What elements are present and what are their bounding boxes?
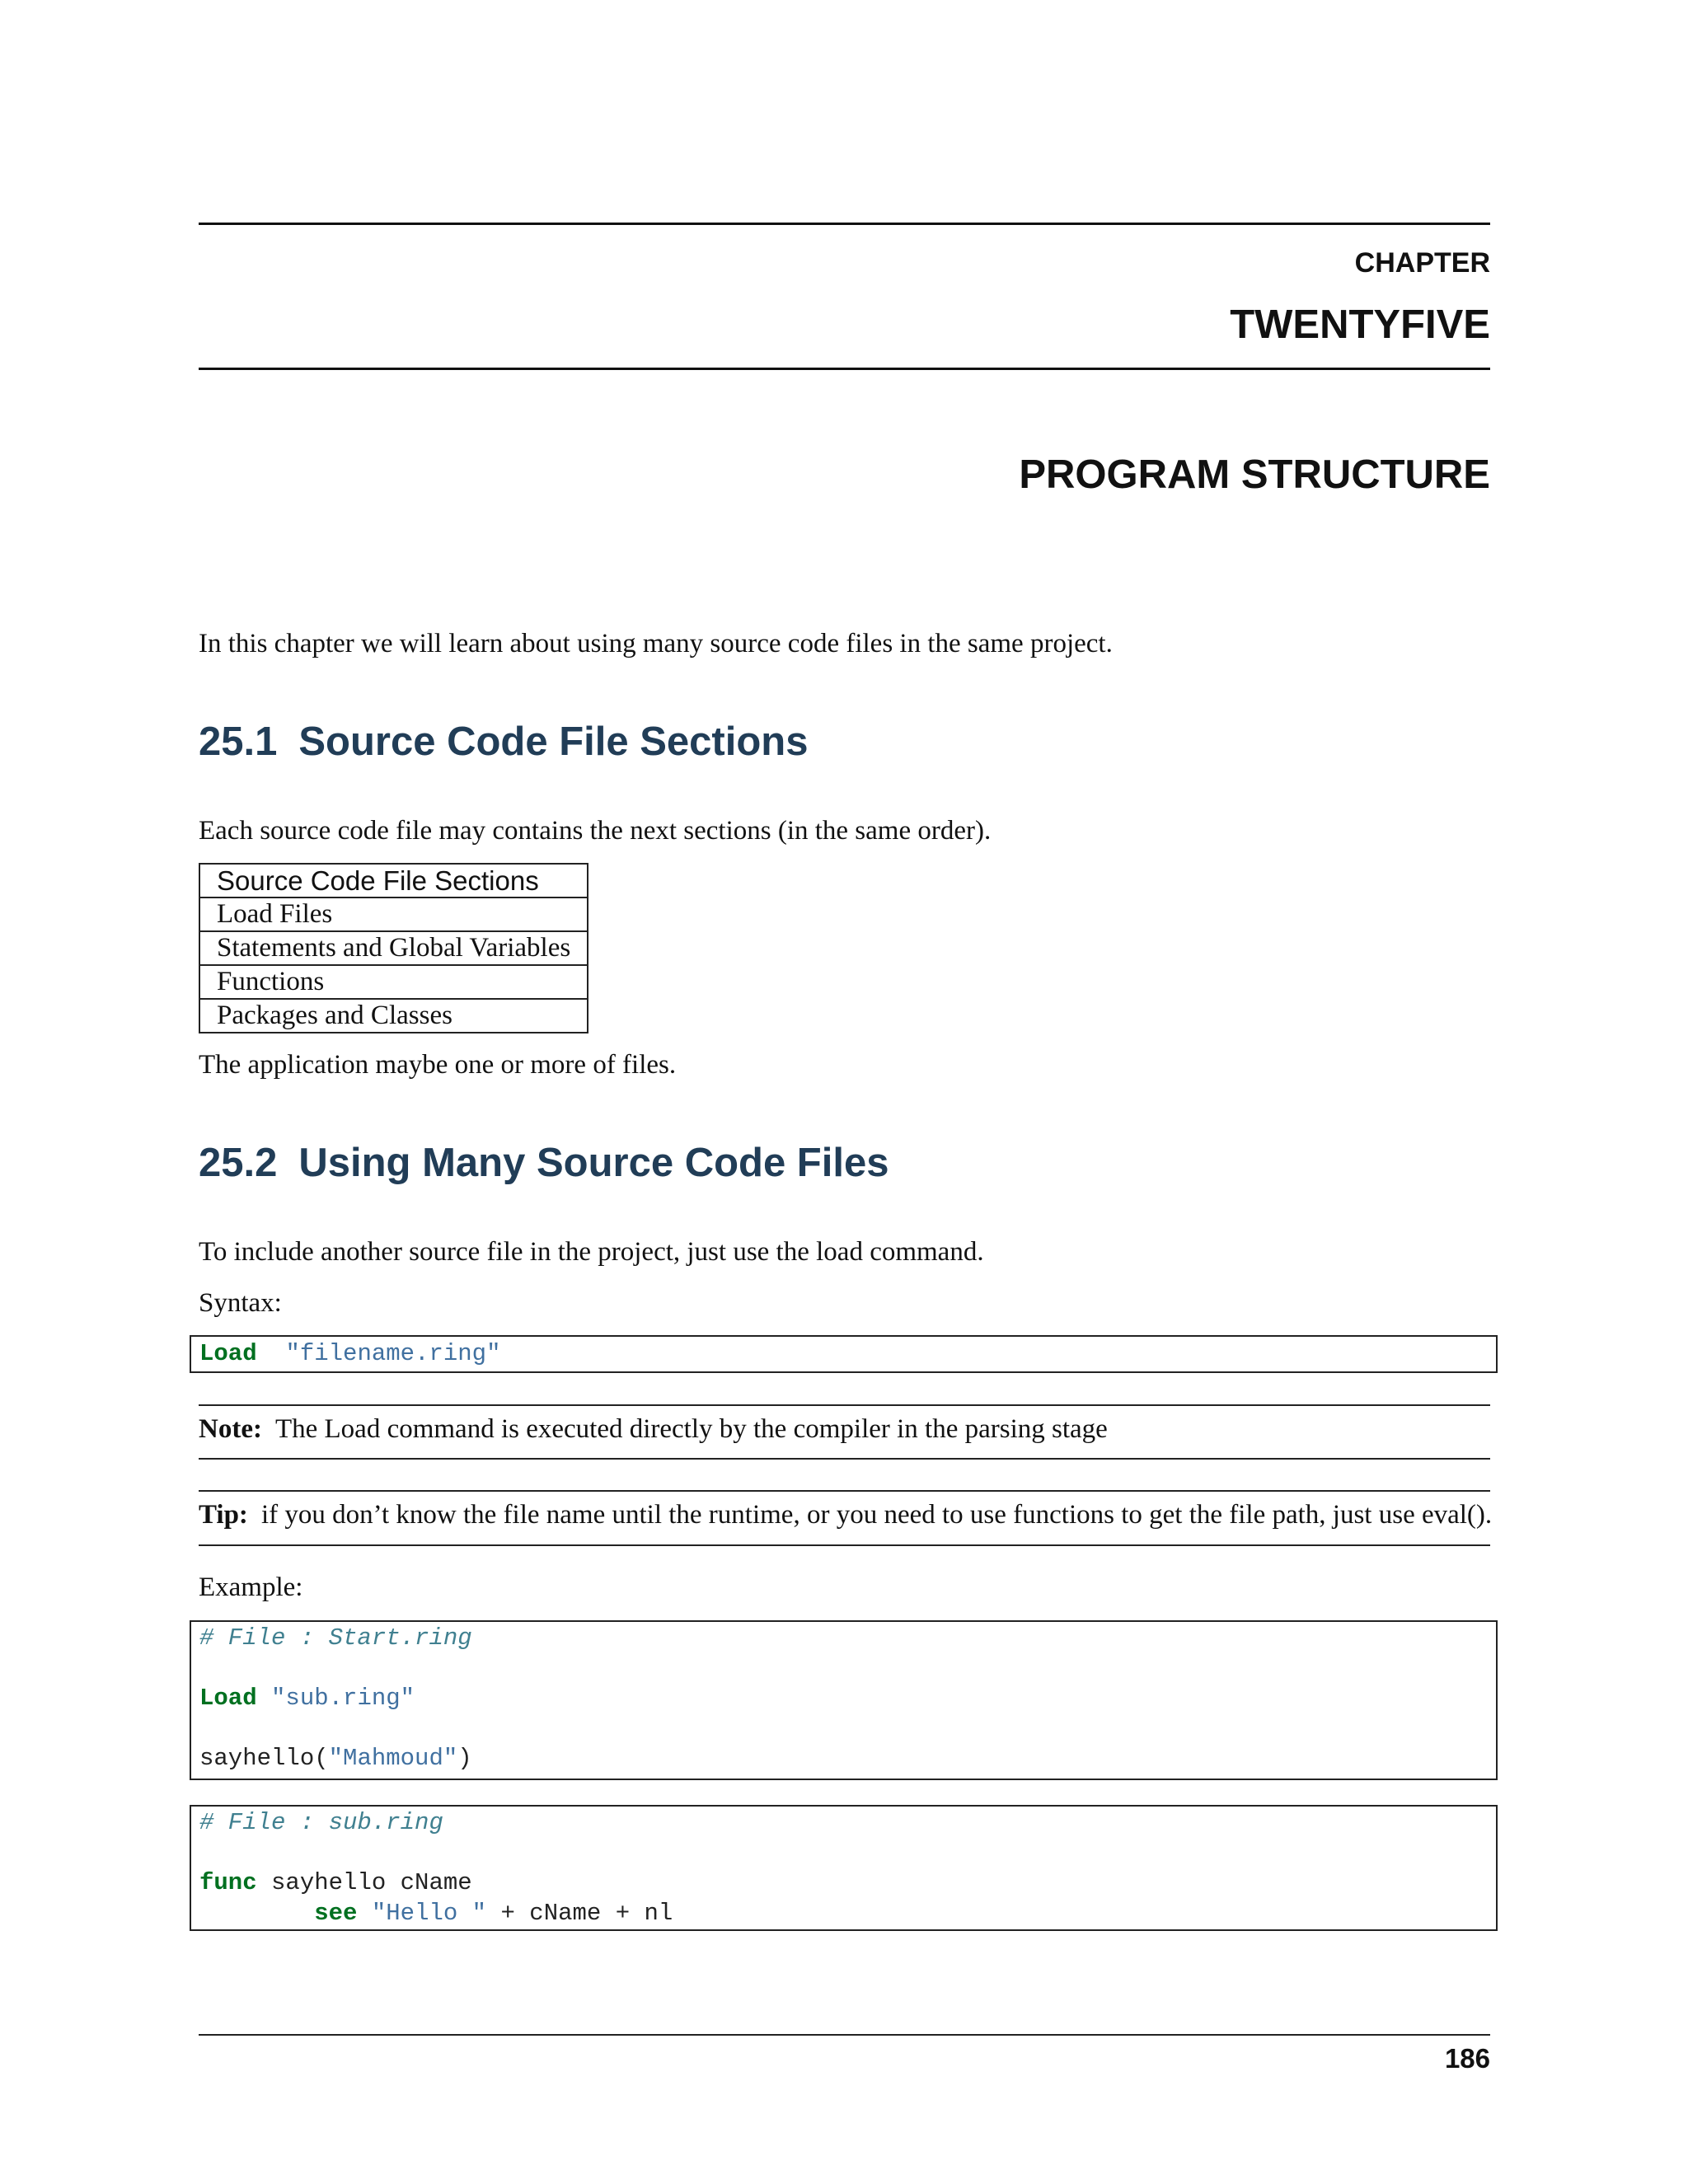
footer-rule [199,2034,1490,2036]
table-row [199,965,588,999]
section-title: Source Code File Sections [298,719,809,764]
page-number: 186 [1444,2043,1490,2074]
code-text: ) [457,1745,472,1772]
table-cell: Load Files [199,898,588,931]
code-string: "filename.ring" [285,1340,501,1367]
sections-table [199,863,588,1033]
code-keyword: Load [199,1685,257,1712]
note-admonition [199,1414,1108,1445]
syntax-code-block [190,1335,1498,1373]
chapter-title: PROGRAM STRUCTURE [1019,452,1490,497]
tip-bottom-rule [199,1544,1490,1546]
note-bottom-rule [199,1458,1490,1460]
section-heading-25-1 [199,719,808,765]
code-text: sayhello cName [256,1869,472,1896]
section-title: Using Many Source Code Files [298,1141,889,1185]
code-comment: # File : sub.ring [199,1809,443,1836]
section2-lead-paragraph: To include another source file in the project, just use the load command. [199,1237,984,1267]
table-row [199,898,588,931]
example-label: Example: [199,1572,303,1602]
chapter-bottom-rule [199,368,1490,370]
table-cell: Functions [199,965,588,999]
section-heading-25-2 [199,1140,889,1186]
tip-admonition [199,1500,1492,1530]
syntax-label: Syntax: [199,1288,282,1318]
code-keyword: Load [199,1340,257,1367]
example-code-block-sub [190,1805,1498,1931]
code-text: + cName + nl [486,1899,673,1927]
table-cell: Packages and Classes [199,999,588,1033]
tip-label: Tip: [199,1500,248,1530]
table-header-row [199,864,588,898]
note-top-rule [199,1404,1490,1406]
code-keyword: see [314,1899,358,1927]
chapter-top-rule [199,223,1490,225]
section1-lead-paragraph: Each source code file may contains the next sections (in the same order). [199,816,992,846]
code-string: "sub.ring" [271,1685,415,1712]
example-code-block-start [190,1620,1498,1780]
table-row [199,931,588,965]
table-cell: Statements and Global Variables [199,931,588,965]
section-number: 25.1 [199,719,278,764]
code-keyword: func [199,1869,257,1896]
table-header-cell: Source Code File Sections [199,864,588,898]
section-number: 25.2 [199,1141,278,1185]
code-string: "Mahmoud" [328,1745,458,1772]
note-text: The Load command is executed directly by the compiler in the parsing stage [274,1414,1108,1444]
code-comment: # File : Start.ring [199,1624,472,1652]
chapter-number: TWENTYFIVE [1230,302,1490,347]
section1-after-paragraph: The application maybe one or more of files. [199,1050,677,1080]
code-string: "Hello " [371,1899,487,1927]
tip-text: if you don’t know the file name until the runtime, or you need to use functions to get the file path, just use eval(). [260,1500,1493,1530]
note-label: Note: [199,1414,262,1444]
table-row [199,999,588,1033]
chapter-label: CHAPTER [1354,247,1490,279]
code-text: sayhello( [199,1745,329,1772]
intro-paragraph: In this chapter we will learn about using many source code files in the same project. [199,629,1113,658]
tip-top-rule [199,1490,1490,1492]
